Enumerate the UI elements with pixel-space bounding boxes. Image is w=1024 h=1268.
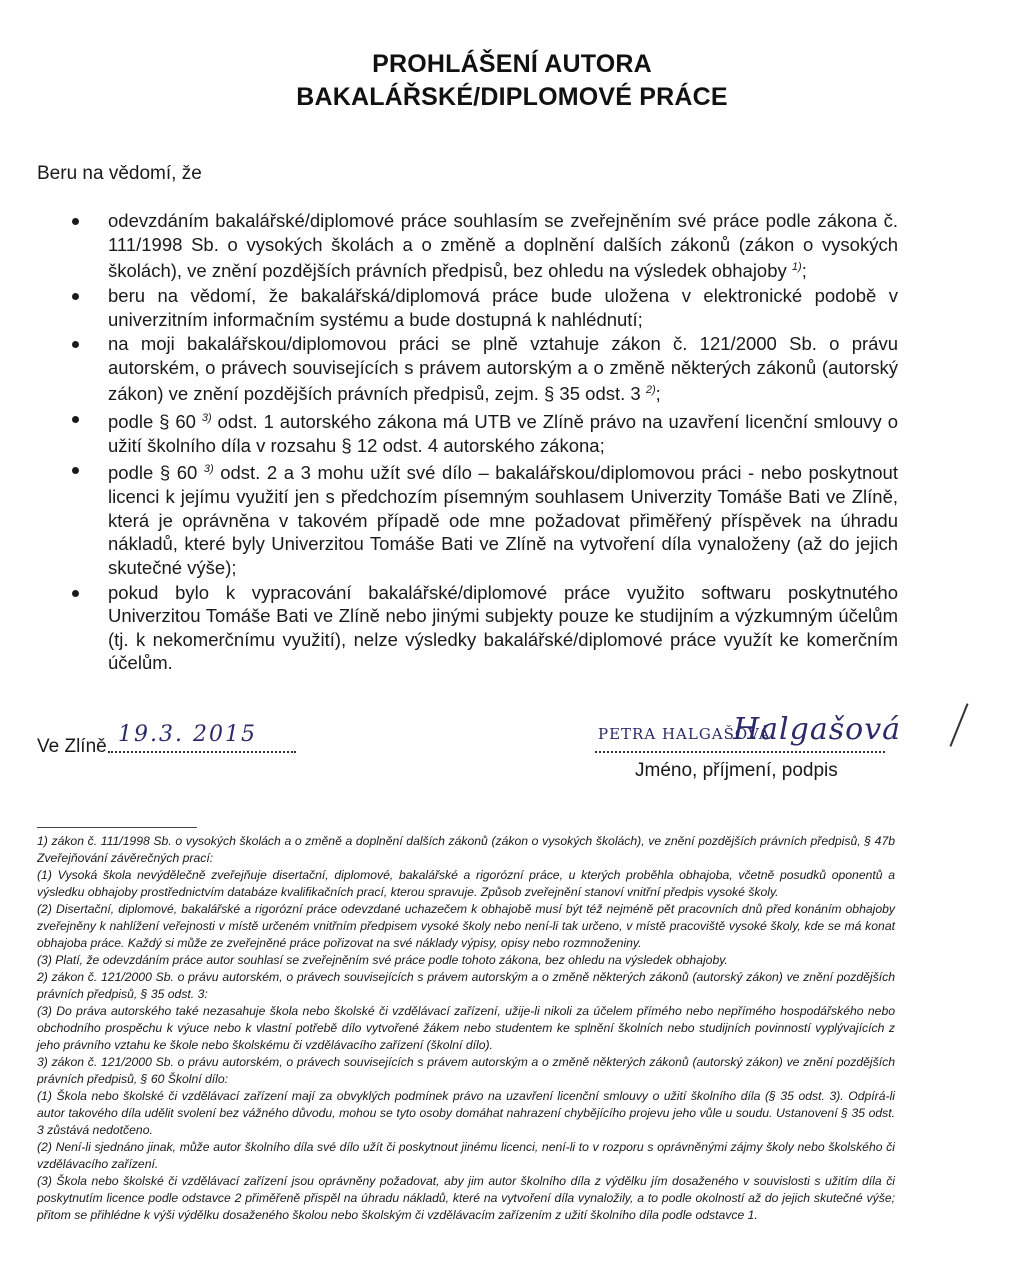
footnote-paragraph: (1) Vysoká škola nevýdělečně zveřejňuje disertační, diplomové, bakalářské a rigorózní práce, u kterých proběhla obhajoba, včetně posudků oponentů a výsledku obhajoby prostřednictvím databáze kvalifikačních prací, kterou spravuje. Způsob zveřejnění stanoví vnitřní předpis vysoké školy. [37,868,895,899]
declaration-item [68,332,898,406]
signature-stroke [949,703,968,746]
bullet-icon [72,341,79,348]
footnote-paragraph: (2) Disertační, diplomové, bakalářské a rigorózní práce odevzdané uchazečem k obhajobě musí být též nejméně pět pracovních dnů před konáním obhajoby zveřejněny k nahlížení veřejnosti v místě určeném vnitřním předpisem vysoké školy nebo není-li tak určeno, v místě pracoviště vysoké školy, kde se má konat obhajoba práce. Každý si může ze zveřejněné práce pořizovat na své náklady výpisy, opisy nebo rozmnoženiny. [37,902,895,950]
name-handwritten: PETRA HALGAŠOVÁ [598,725,771,743]
declaration-list [68,209,898,676]
footnote-ref: 3) [203,463,214,476]
bullet-icon [72,218,79,225]
declaration-item [68,209,898,283]
declaration-item [68,407,898,457]
footnote-paragraph: (3) Platí, že odevzdáním práce autor souhlasí se zveřejněním své práce podle tohoto zákona, bez ohledu na výsledek obhajoby. [37,953,728,967]
declaration-item-text: beru na vědomí, že bakalářská/diplomová práce bude uložena v elektronické podobě v univerzitním informačním systému a bude dostupná k nahlédnutí; [108,284,898,330]
footnote-ref: 2) [645,384,656,397]
date-handwritten: 19.3. 2015 [118,722,257,747]
footnote-paragraph: (2) Není-li sjednáno jinak, může autor školního díla své dílo užít či poskytnout jinému licenci, není-li to v rozporu s oprávněnými zájmy školy nebo školského či vzdělávacího zařízení. [37,1140,895,1171]
footnotes [37,833,895,1224]
bullet-icon [72,590,79,597]
footnote-paragraph: (3) Do práva autorského také nezasahuje škola nebo školské či vzdělávací zařízení, užije-li nikoli za účelem přímého nebo nepřímého hospodářského nebo obchodního prospěchu k výuce nebo k vlastní potřebě dílo vytvořené žákem nebo studentem ke splnění školních nebo studijních povinností vyplývajících z jeho právního vztahu ke škole nebo školskému či vzdělávacího zařízení (školní dílo). [37,1004,895,1052]
document-title-line1: PROHLÁŠENÍ AUTORA [372,50,652,78]
declaration-item [68,458,898,579]
declaration-item-text: podle § 60 [108,411,202,433]
footnote-separator [37,827,197,828]
footnote-ref: 3) [201,412,212,425]
signature-dotted-line [595,751,885,753]
declaration-item-tail: odst. 2 a 3 mohu užít své dílo – bakalářskou/diplomovou práci - nebo poskytnout licenci k jejímu využití jen s předchozím písemným souhlasem Univerzity Tomáše Bati ve Zlíně, která je oprávněna v takovém případě ode mne požadovat přiměřený příspěvek na úhradu nákladů, které byly Univerzitou Tomáše Bati ve Zlíně na vytvoření díla vynaloženy (až do jejich skutečné výše); [108,462,898,578]
signature-handwritten: Halgašová [733,712,902,747]
footnote-paragraph: 2) zákon č. 121/2000 Sb. o právu autorském, o právech souvisejících s právem autorským a o změně některých zákonů (autorský zákon) ve znění pozdějších právních předpisů, § 35 odst. 3: [37,970,895,1001]
declaration-item [68,284,898,331]
place-label: Ve Zlíně [37,736,107,757]
footnote-paragraph: 3) zákon č. 121/2000 Sb. o právu autorském, o právech souvisejících s právem autorským a o změně některých zákonů (autorský zákon) ve znění pozdějších právních předpisů, § 60 Školní dílo: [37,1055,895,1086]
declaration-item-tail: ; [801,260,807,282]
declaration-item-text: odevzdáním bakalářské/diplomové práce souhlasím se zveřejněním své práce podle zákona č. 111/1998 Sb. o vysokých školách a o změně a doplnění dalších zákonů (zákon o vysokých školách), ve znění pozdějších právních předpisů, bez ohledu na výsledek obhajoby [108,210,898,282]
footnote-paragraph: 1) zákon č. 111/1998 Sb. o vysokých školách a o změně a doplnění dalších zákonů (zákon o vysokých školách), ve znění pozdějších právních předpisů, § 47b Zveřejňování závěrečných prací: [37,834,895,865]
intro-text: Beru na vědomí, že [37,163,202,184]
bullet-icon [72,467,79,474]
date-dotted-line [108,751,296,753]
footnote-paragraph: (1) Škola nebo školské či vzdělávací zařízení mají za obvyklých podmínek právo na uzavření licenční smlouvy o užití školního díla (§ 35 odst. 3). Odpírá-li autor takového díla udělit svolení bez vážného důvodu, mohou se tyto osoby domáhat nahrazení chybějícího projevu jeho vůle u soudu. Ustanovení § 35 odst. 3 zůstává nedotčeno. [37,1089,895,1137]
footnote-ref: 1) [791,261,802,274]
declaration-item [68,581,898,675]
document-title-line2: BAKALÁŘSKÉ/DIPLOMOVÉ PRÁCE [296,83,728,111]
declaration-item-text: na moji bakalářskou/diplomovou práci se plně vztahuje zákon č. 121/2000 Sb. o právu autorském, o právech souvisejících s právem autorským a o změně některých zákonů (autorský zákon) ve znění pozdějších právních předpisů, zejm. § 35 odst. 3 [108,333,898,405]
bullet-icon [72,416,79,423]
declaration-item-text: pokud bylo k vypracování bakalářské/diplomové práce využito softwaru poskytnutého Univerzitou Tomáše Bati ve Zlíně nebo jinými subjekty pouze ke studijním a výzkumným účelům (tj. k nekomerčnímu využití), nelze výsledky bakalářské/diplomové práce využít ke komerčním účelům. [108,581,898,674]
declaration-item-tail: odst. 1 autorského zákona má UTB ve Zlíně právo na uzavření licenční smlouvy o užití školního díla v rozsahu § 12 odst. 4 autorského zákona; [108,411,898,456]
declaration-item-text: podle § 60 [108,462,204,484]
footnote-paragraph: (3) Škola nebo školské či vzdělávací zařízení jsou oprávněny požadovat, aby jim autor školního díla z výdělku jím dosaženého v souvislosti s užitím díla či poskytnutím licence podle odstavce 2 přiměřeně přispěl na úhradu nákladů, které na vytvoření díla vynaložily, a to podle okolností až do jejich skutečné výše; přitom se přihlédne k výši výdělku dosaženého školou nebo školským či vzdělávacím zařízením z užití školního díla podle odstavce 1. [37,1174,895,1222]
signature-label: Jméno, příjmení, podpis [635,760,838,781]
bullet-icon [72,293,79,300]
declaration-item-tail: ; [655,383,661,405]
